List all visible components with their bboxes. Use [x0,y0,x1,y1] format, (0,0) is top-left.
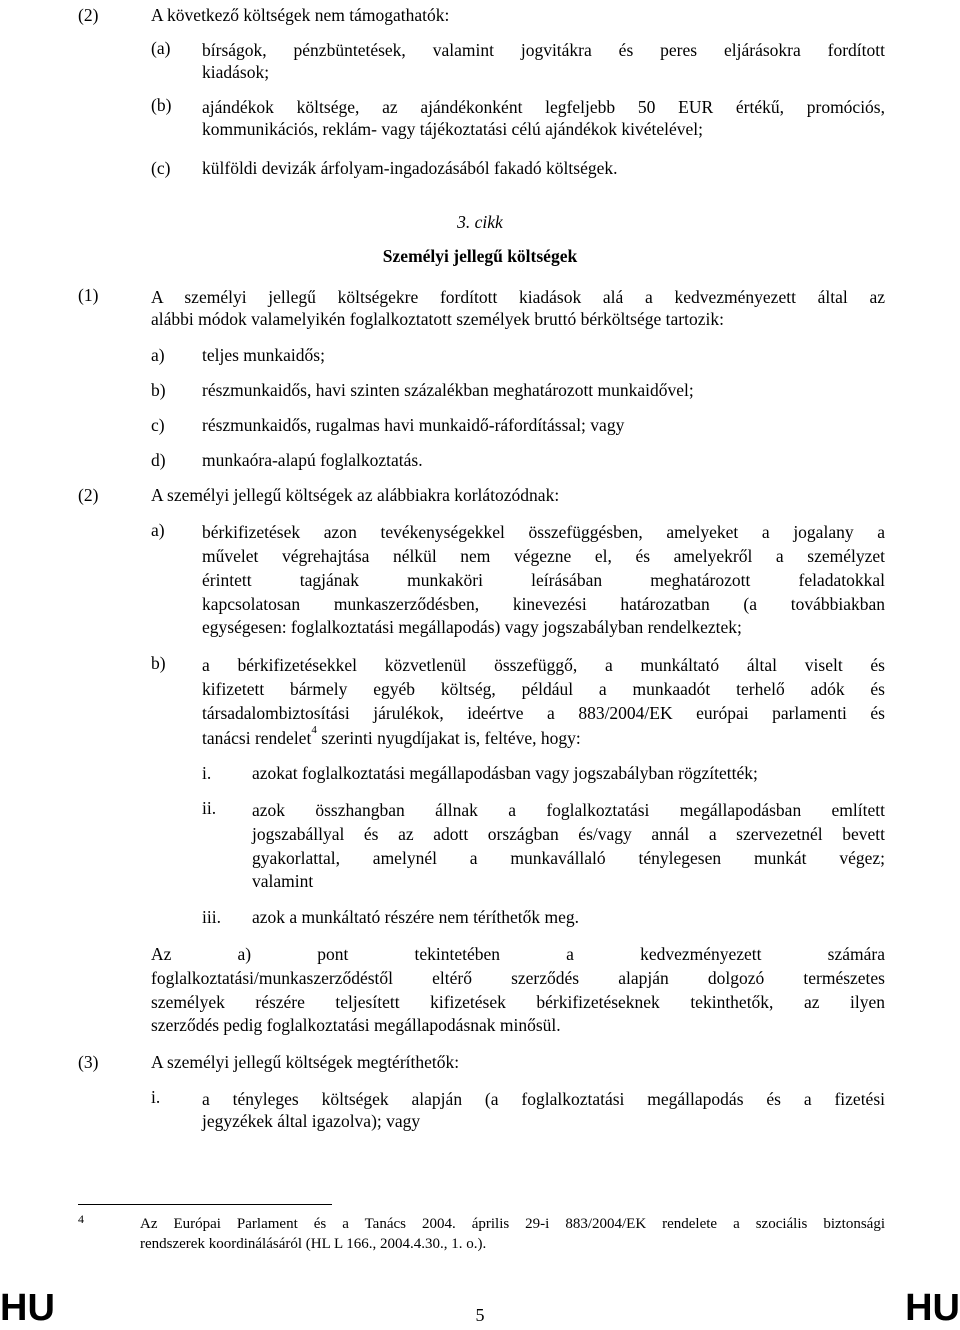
item-text: társadalombiztosítási járulékok, ideértve a 883/2004/EK európai parlamenti és [202,703,885,723]
item-text: kommunikációs, reklám- vagy tájékoztatási célú ajándékok kivételével; [202,119,703,139]
footnote-text: Az Európai Parlament és a Tanács 2004. április 29-i 883/2004/EK rendelete a szociális biztonsági [140,1216,885,1232]
footnote-text: rendszerek koordinálásáról (HL L 166., 2004.4.30., 1. o.). [140,1236,487,1252]
subitem-text: valamint [252,871,314,891]
language-code-right: HU [905,1287,960,1329]
item-text: jegyzékek által igazolva); vagy [202,1111,421,1131]
page-number: 5 [475,1305,485,1325]
language-code-left: HU [0,1287,55,1329]
item-label: (c) [151,158,171,178]
subitem-label: i. [202,763,212,783]
section-2-intro: A következő költségek nem támogathatók: [151,5,450,25]
subitem-text: jogszabállyal és az adott országban és/vagy annál a szervezetnél bevett [252,824,885,844]
item-text: külföldi devizák árfolyam-ingadozásából fakadó költségek. [202,158,618,178]
item-text: kapcsolatosan munkaszerződésben, kinevezési határozatban (a továbbiakban [202,594,885,614]
item-label: (a) [151,38,171,58]
item-text: művelet végrehajtása nélkül nem végezne el, és amelyekről a személyzet [202,546,885,566]
item-text: egységesen: foglalkoztatási megállapodás) vagy jogszabályban rendelkeztek; [202,617,742,637]
section-2-tail: Az a) pont tekintetében a kedvezményezett számára [151,944,885,964]
subitem-label: iii. [202,907,221,927]
item-text-with-footnote: tanácsi rendelet$^4$ szerinti nyugdíjakat is, feltéve, hogy: [202,724,581,748]
footnote-reference: 4 [311,724,317,736]
item-text: kifizetett bármely egyéb költség, például a munkaadót terhelő adók és [202,679,885,699]
item-text: a bérkifizetésekkel közvetlenül összefüggő, a munkáltató által viselt és [202,655,885,675]
item-label: a) [151,520,165,540]
section-2-tail: foglalkoztatási/munkaszerződéstől eltérő szerződés alapján dolgozó természetes [151,968,885,988]
article-number: 3. cikk [457,212,503,232]
item-label: (b) [151,95,172,115]
section-1-number: (1) [78,285,99,305]
subitem-text: azok a munkáltató részére nem téríthetők meg. [252,907,580,927]
item-text: bérkifizetések azon tevékenységekkel összefüggésben, amelyeket a jogalany a [202,522,885,542]
article-title: Személyi jellegű költségek [382,246,578,266]
item-text: bírságok, pénzbüntetések, valamint jogvitákra és peres eljárásokra fordított [202,40,885,60]
section-1-text: alábbi módok valamelyikén foglalkoztatott személyek bruttó bérköltsége tartozik: [151,309,724,329]
item-label: b) [151,380,166,400]
item-text: a tényleges költségek alapján (a foglalkoztatási megállapodás és a fizetési [202,1089,885,1109]
item-text: részmunkaidős, havi szinten százalékban meghatározott munkaidővel; [202,380,694,400]
item-label: c) [151,415,165,435]
section-2b-intro: A személyi jellegű költségek az alábbiakra korlátozódnak: [151,485,560,505]
section-3-intro: A személyi jellegű költségek megtéríthetők: [151,1052,460,1072]
item-label: i. [151,1087,161,1107]
section-3-number: (3) [78,1052,99,1072]
item-text: teljes munkaidős; [202,345,325,365]
section-1-text: A személyi jellegű költségekre fordított kiadások alá a kedvezményezett által az [151,287,885,307]
footnote-mark: 4 [78,1212,84,1226]
section-2b-number: (2) [78,485,99,505]
item-label: a) [151,345,165,365]
subitem-text: azok összhangban állnak a foglalkoztatási megállapodásban említett [252,800,885,820]
section-2-tail: szerződés pedig foglalkoztatási megállapodásnak minősül. [151,1015,561,1035]
subitem-text: azokat foglalkoztatási megállapodásban vagy jogszabályban rögzítették; [252,763,758,783]
section-2-number: (2) [78,5,99,25]
item-text: érintett tagjának munkaköri leírásában meghatározott feladatokkal [202,570,885,590]
section-2-tail: személyek részére teljesített kifizetések bérkifizetéseknek tekinthetők, az ilyen [151,992,885,1012]
footnote-separator [78,1204,332,1205]
item-text: munkaóra-alapú foglalkoztatás. [202,450,423,470]
subitem-label: ii. [202,798,217,818]
item-label: d) [151,450,166,470]
subitem-text: gyakorlattal, amelynél a munkavállaló ténylegesen munkát végez; [252,848,885,868]
item-text: kiadások; [202,62,270,82]
item-label: b) [151,653,166,673]
item-text: részmunkaidős, rugalmas havi munkaidő-ráfordítással; vagy [202,415,625,435]
item-text: ajándékok költsége, az ajándékonként legfeljebb 50 EUR értékű, promóciós, [202,97,885,117]
